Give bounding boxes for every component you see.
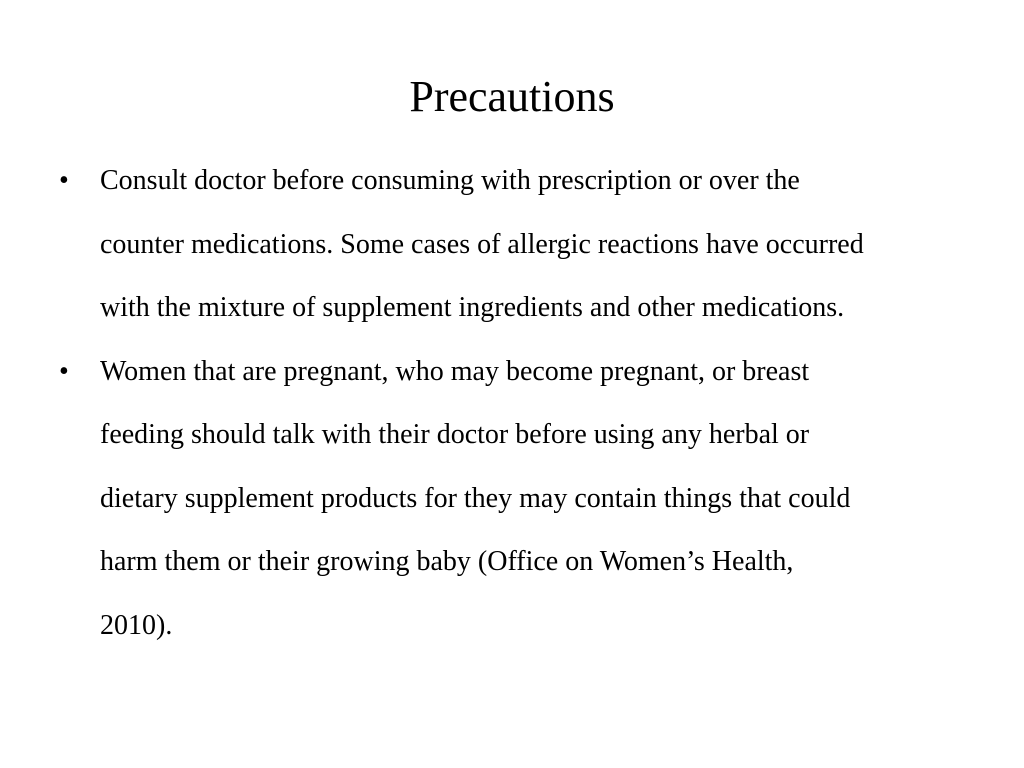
bullet-line: 2010). — [100, 609, 173, 641]
bullet-line: dietary supplement products for they may contain things that could — [100, 482, 851, 514]
bullet-line: harm them or their growing baby (Office on Women’s Health, — [100, 546, 794, 577]
bullet-list — [59, 149, 980, 657]
bullet-line: Women that are pregnant, who may become pregnant, or breast — [100, 355, 810, 387]
bullet-marker: • — [59, 355, 69, 387]
bullet-item-pregnancy-warning — [59, 340, 980, 658]
slide-title: Precautions — [409, 72, 615, 121]
bullet-marker: • — [59, 165, 69, 196]
bullet-line: Consult doctor before consuming with prescription or over the — [100, 165, 800, 196]
bullet-line: with the mixture of supplement ingredients and other medications. — [100, 292, 845, 323]
bullet-line: feeding should talk with their doctor before using any herbal or — [100, 419, 810, 450]
bullet-line: counter medications. Some cases of allergic reactions have occurred — [100, 228, 864, 260]
bullet-item-consult-doctor — [59, 149, 980, 340]
